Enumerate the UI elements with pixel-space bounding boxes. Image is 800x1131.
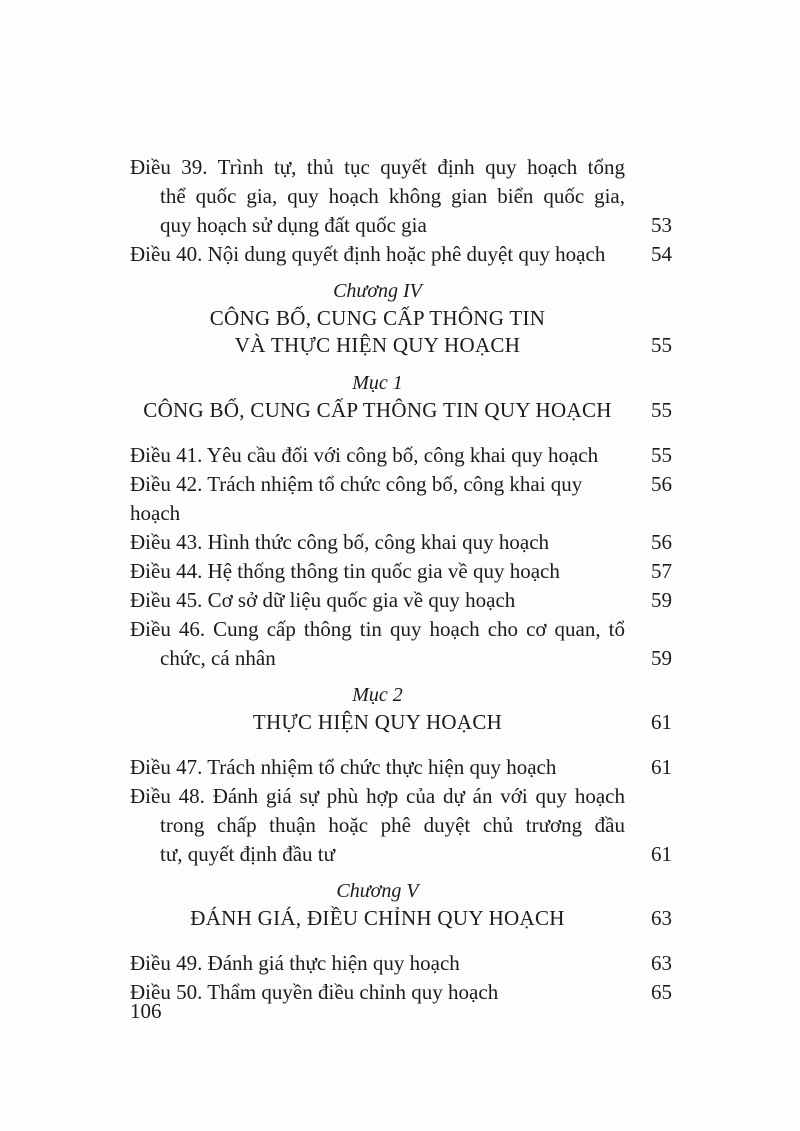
- toc-entry: [130, 441, 672, 470]
- section-title-row: [130, 709, 672, 736]
- toc-entry-page-number: 63: [651, 951, 672, 975]
- toc-entry: [130, 949, 672, 978]
- toc-entry-page-number: 59: [651, 646, 672, 670]
- section-title-row: [130, 397, 672, 424]
- toc-entry-text: Điều 40. Nội dung quyết định hoặc phê duyệt quy hoạch: [130, 242, 606, 266]
- toc-entry: [130, 978, 672, 1007]
- toc-entry-text: Điều 44. Hệ thống thông tin quốc gia về quy hoạch: [130, 559, 560, 583]
- toc-entry-row: [130, 528, 672, 557]
- toc-entry-text: Điều 48. Đánh giá sự phù hợp của dự án với quy hoạch: [130, 784, 625, 808]
- toc-entry-row: [130, 753, 672, 782]
- toc-entry-page-number: 61: [651, 842, 672, 866]
- section-heading: [130, 370, 672, 424]
- toc-entry: [130, 528, 672, 557]
- chapter-page-number: 63: [651, 906, 672, 930]
- toc-entry: [130, 782, 672, 869]
- section-title-line: CÔNG BỐ, CUNG CẤP THÔNG TIN QUY HOẠCH: [143, 398, 612, 422]
- toc-entry: [130, 240, 672, 269]
- toc-list: [130, 153, 672, 1007]
- toc-entry-text: quy hoạch sử dụng đất quốc gia: [160, 213, 427, 237]
- toc-entry-text: Điều 39. Trình tự, thủ tục quyết định quy hoạch tổng: [130, 155, 625, 179]
- toc-entry-text: thể quốc gia, quy hoạch không gian biển quốc gia,: [160, 184, 625, 208]
- chapter-title-row: [130, 905, 672, 932]
- toc-entry-text: Điều 41. Yêu cầu đối với công bố, công khai quy hoạch: [130, 443, 599, 467]
- section-label: Mục 1: [352, 372, 403, 394]
- chapter-label: Chương IV: [333, 280, 422, 302]
- toc-entry-text: Điều 42. Trách nhiệm tổ chức công bố, công khai quy hoạch: [130, 472, 583, 525]
- toc-entry-text: Điều 45. Cơ sở dữ liệu quốc gia về quy hoạch: [130, 588, 516, 612]
- toc-entry-text: Điều 46. Cung cấp thông tin quy hoạch cho cơ quan, tổ: [130, 617, 625, 641]
- chapter-heading: [130, 278, 672, 359]
- section-label-row: [130, 370, 672, 397]
- toc-entry-row: [130, 211, 672, 240]
- chapter-title-row: [130, 305, 672, 332]
- toc-entry-row: [130, 586, 672, 615]
- toc-entry-row: [130, 441, 672, 470]
- chapter-label: Chương V: [336, 880, 419, 902]
- section-label-row: [130, 682, 672, 709]
- toc-entry: [130, 153, 672, 240]
- toc-entry-page-number: 54: [651, 242, 672, 266]
- toc-entry: [130, 753, 672, 782]
- toc-entry-text: chức, cá nhân: [160, 646, 276, 670]
- section-title-line: THỰC HIỆN QUY HOẠCH: [252, 710, 503, 734]
- toc-entry-page-number: 61: [651, 755, 672, 779]
- toc-entry-text: tư, quyết định đầu tư: [160, 842, 335, 866]
- toc-entry: [130, 586, 672, 615]
- toc-entry-text: Điều 43. Hình thức công bố, công khai quy hoạch: [130, 530, 550, 554]
- toc-entry-page-number: 56: [651, 530, 672, 554]
- chapter-label-row: [130, 278, 672, 305]
- chapter-title-line: ĐÁNH GIÁ, ĐIỀU CHỈNH QUY HOẠCH: [190, 906, 565, 930]
- toc-entry: [130, 470, 672, 528]
- toc-entry-row: [130, 644, 672, 673]
- toc-entry-page-number: 56: [651, 472, 672, 496]
- toc-entry: [130, 615, 672, 673]
- section-page-number: 61: [651, 710, 672, 734]
- toc-entry-page-number: 59: [651, 588, 672, 612]
- chapter-heading: [130, 878, 672, 932]
- toc-entry-row: [130, 557, 672, 586]
- section-heading: [130, 682, 672, 736]
- toc-entry-row: [130, 949, 672, 978]
- section-label: Mục 2: [352, 684, 403, 706]
- toc-entry-page-number: 57: [651, 559, 672, 583]
- toc-entry-page-number: 53: [651, 213, 672, 237]
- toc-entry-row: [130, 470, 672, 528]
- toc-entry: [130, 557, 672, 586]
- toc-entry-text: Điều 50. Thẩm quyền điều chỉnh quy hoạch: [130, 980, 499, 1004]
- toc-entry-text: trong chấp thuận hoặc phê duyệt chủ trương đầu: [160, 813, 625, 837]
- toc-entry-page-number: 65: [651, 980, 672, 1004]
- chapter-page-number: 55: [651, 333, 672, 357]
- toc-entry-page-number: 55: [651, 443, 672, 467]
- footer-page-number: 106: [130, 999, 162, 1023]
- section-page-number: 55: [651, 398, 672, 422]
- chapter-title-row: [130, 332, 672, 359]
- toc-entry-text: Điều 49. Đánh giá thực hiện quy hoạch: [130, 951, 460, 975]
- chapter-title-line: VÀ THỰC HIỆN QUY HOẠCH: [234, 333, 521, 357]
- chapter-title-line: CÔNG BỐ, CUNG CẤP THÔNG TIN: [209, 306, 546, 330]
- toc-entry-row: [130, 978, 672, 1007]
- toc-entry-text: Điều 47. Trách nhiệm tổ chức thực hiện quy hoạch: [130, 755, 557, 779]
- toc-entry-row: [130, 840, 672, 869]
- chapter-label-row: [130, 878, 672, 905]
- toc-entry-row: [130, 240, 672, 269]
